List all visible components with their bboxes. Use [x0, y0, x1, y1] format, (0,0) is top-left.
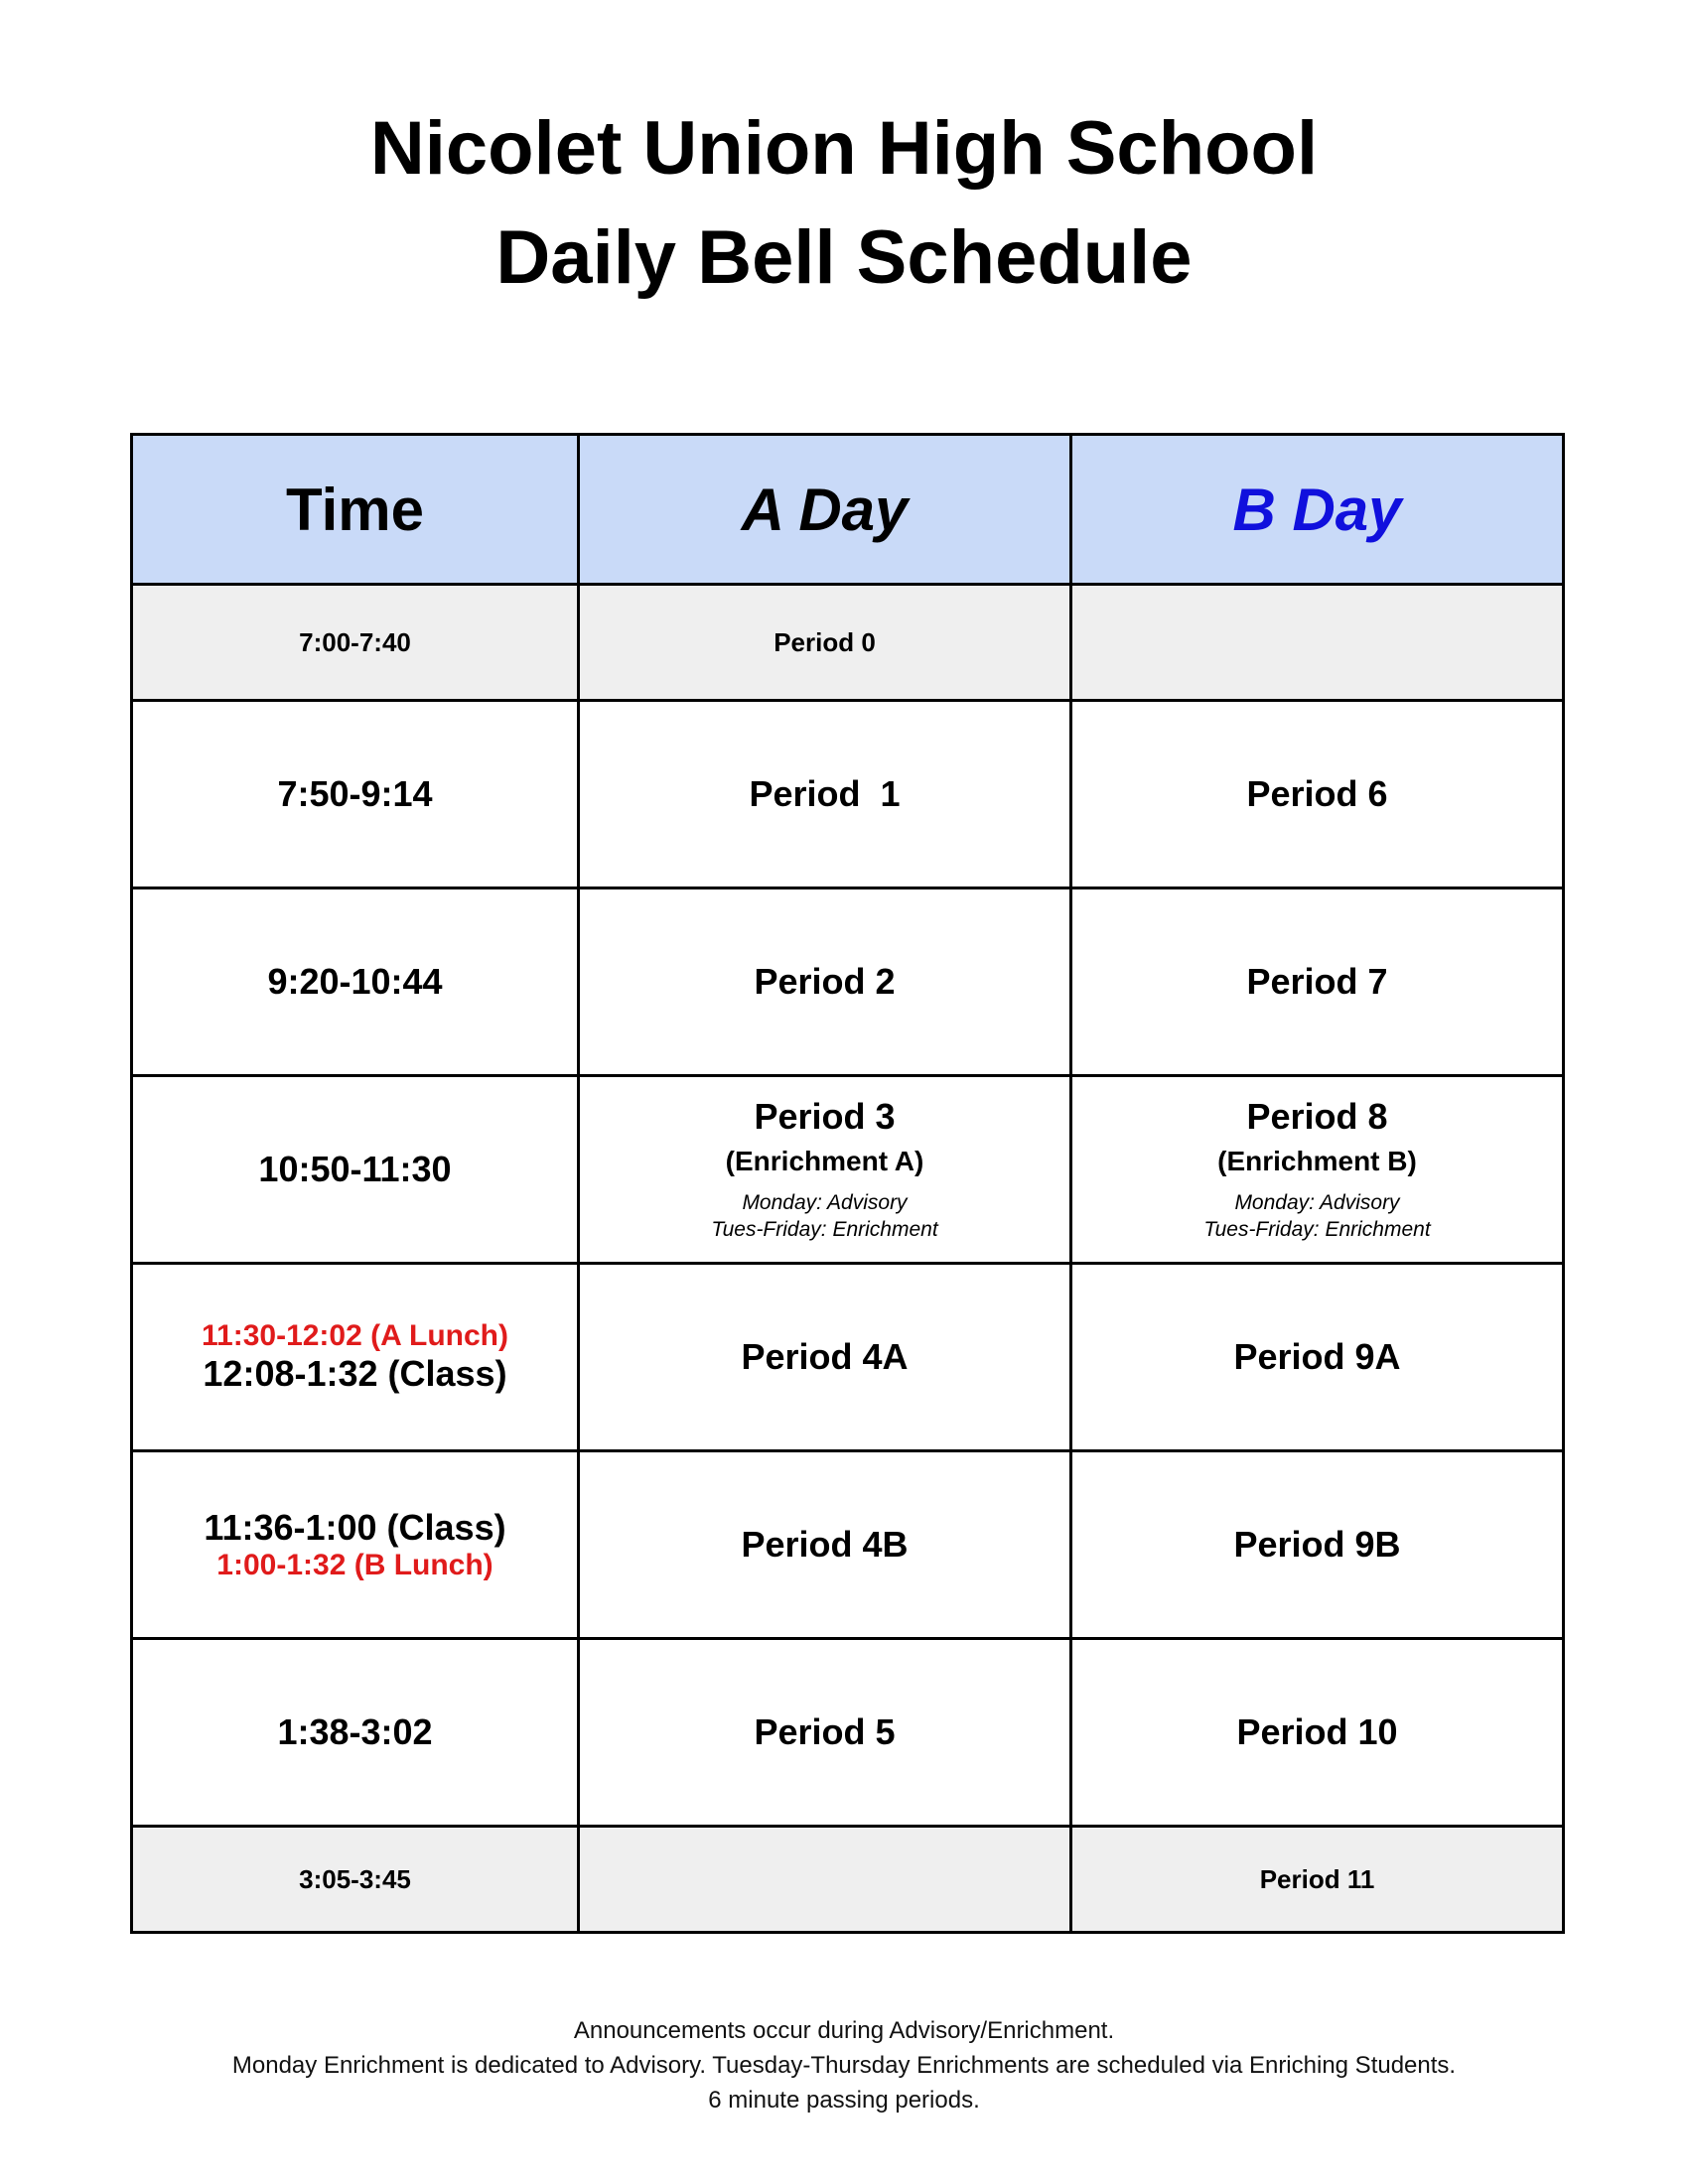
b-day-period: Period 8 [1246, 1096, 1388, 1137]
time-cell: 10:50-11:30 [132, 1076, 579, 1264]
a-day-note-monday: Monday: Advisory [742, 1191, 908, 1214]
class-time: 11:36-1:00 (Class) [204, 1507, 506, 1548]
table-row [132, 701, 1564, 888]
b-day-cell [1071, 1076, 1564, 1264]
b-day-cell: Period 9B [1071, 1451, 1564, 1639]
b-day-note-monday: Monday: Advisory [1234, 1191, 1400, 1214]
table-header-row [132, 435, 1564, 585]
time-cell [132, 1451, 579, 1639]
time-cell: 7:00-7:40 [132, 585, 579, 701]
column-header-time: Time [132, 435, 579, 585]
b-day-cell: Period 10 [1071, 1639, 1564, 1827]
time-cell: 7:50-9:14 [132, 701, 579, 888]
a-day-period: Period 3 [754, 1096, 896, 1137]
schedule-title: Daily Bell Schedule [495, 215, 1193, 300]
a-day-cell: Period 2 [579, 888, 1071, 1076]
b-day-note-tues-friday: Tues-Friday: Enrichment [1203, 1218, 1431, 1241]
time-cell [132, 1264, 579, 1451]
b-day-cell: Period 9A [1071, 1264, 1564, 1451]
a-lunch-time: 11:30-12:02 (A Lunch) [202, 1319, 508, 1352]
b-day-cell: Period 11 [1071, 1827, 1564, 1933]
table-row [132, 1076, 1564, 1264]
a-day-cell: Period 4B [579, 1451, 1071, 1639]
class-time: 12:08-1:32 (Class) [203, 1353, 507, 1394]
footer-passing-periods: 6 minute passing periods. [708, 2087, 980, 2114]
a-day-enrichment-label: (Enrichment A) [725, 1146, 924, 1176]
b-day-cell [1071, 585, 1564, 701]
bell-schedule-table [130, 433, 1565, 1934]
table-row [132, 1264, 1564, 1451]
a-day-cell [579, 1827, 1071, 1933]
b-day-cell: Period 6 [1071, 701, 1564, 888]
b-day-cell: Period 7 [1071, 888, 1564, 1076]
b-day-enrichment-label: (Enrichment B) [1217, 1146, 1417, 1176]
school-name: Nicolet Union High School [369, 106, 1319, 191]
column-header-b-day: B Day [1071, 435, 1564, 585]
table-row [132, 585, 1564, 701]
a-day-cell: Period 0 [579, 585, 1071, 701]
time-cell: 1:38-3:02 [132, 1639, 579, 1827]
time-cell: 9:20-10:44 [132, 888, 579, 1076]
a-day-cell [579, 1076, 1071, 1264]
table-row [132, 1639, 1564, 1827]
b-lunch-time: 1:00-1:32 (B Lunch) [216, 1549, 493, 1581]
a-day-note-tues-friday: Tues-Friday: Enrichment [711, 1218, 938, 1241]
a-day-cell: Period 1 [579, 701, 1071, 888]
footer-announcements: Announcements occur during Advisory/Enrichment. [573, 2017, 1115, 2044]
a-day-cell: Period 4A [579, 1264, 1071, 1451]
footer-enrichment-note: Monday Enrichment is dedicated to Advisory. Tuesday-Thursday Enrichments are scheduled via Enriching Students. [231, 2052, 1457, 2079]
table-row [132, 888, 1564, 1076]
table-row [132, 1451, 1564, 1639]
time-cell: 3:05-3:45 [132, 1827, 579, 1933]
table-row [132, 1827, 1564, 1933]
column-header-a-day: A Day [579, 435, 1071, 585]
a-day-cell: Period 5 [579, 1639, 1071, 1827]
